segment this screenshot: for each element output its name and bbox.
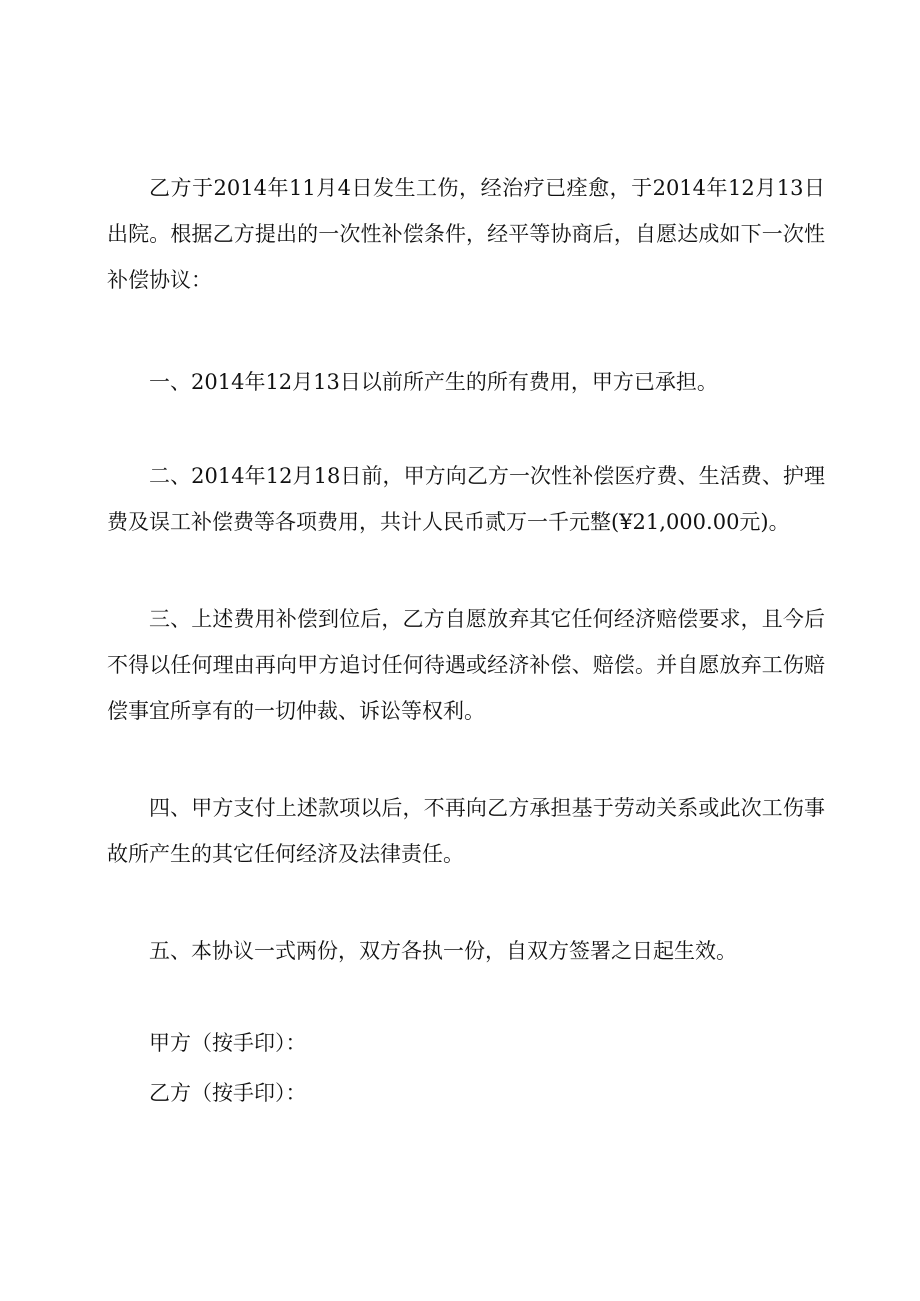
clause-2: 二、2014年12月18日前，甲方向乙方一次性补偿医疗费、生活费、护理费及误工补偿费等各项费用，共计人民币贰万一千元整(¥21,000.00元)。 — [107, 464, 825, 534]
clause-3: 三、上述费用补偿到位后，乙方自愿放弃其它任何经济赔偿要求，且今后不得以任何理由再向甲方追讨任何待遇或经济补偿、赔偿。并自愿放弃工伤赔偿事宜所享有的一切仲裁、诉讼等权利。 — [107, 607, 825, 723]
clause-4: 四、甲方支付上述款项以后，不再向乙方承担基于劳动关系或此次工伤事故所产生的其它任何经济及法律责任。 — [107, 796, 825, 866]
clause-1: 一、2014年12月13日以前所产生的所有费用，甲方已承担。 — [149, 370, 718, 394]
intro-paragraph: 乙方于2014年11月4日发生工伤，经治疗已痊愈，于2014年12月13日出院。根据乙方提出的一次性补偿条件，经平等协商后，自愿达成如下一次性补偿协议： — [107, 176, 825, 292]
party-a-signature-line: 甲方（按手印）： — [149, 1031, 307, 1055]
clause-5: 五、本协议一式两份，双方各执一份，自双方签署之日起生效。 — [149, 939, 737, 963]
party-b-signature-line: 乙方（按手印）： — [149, 1081, 307, 1105]
